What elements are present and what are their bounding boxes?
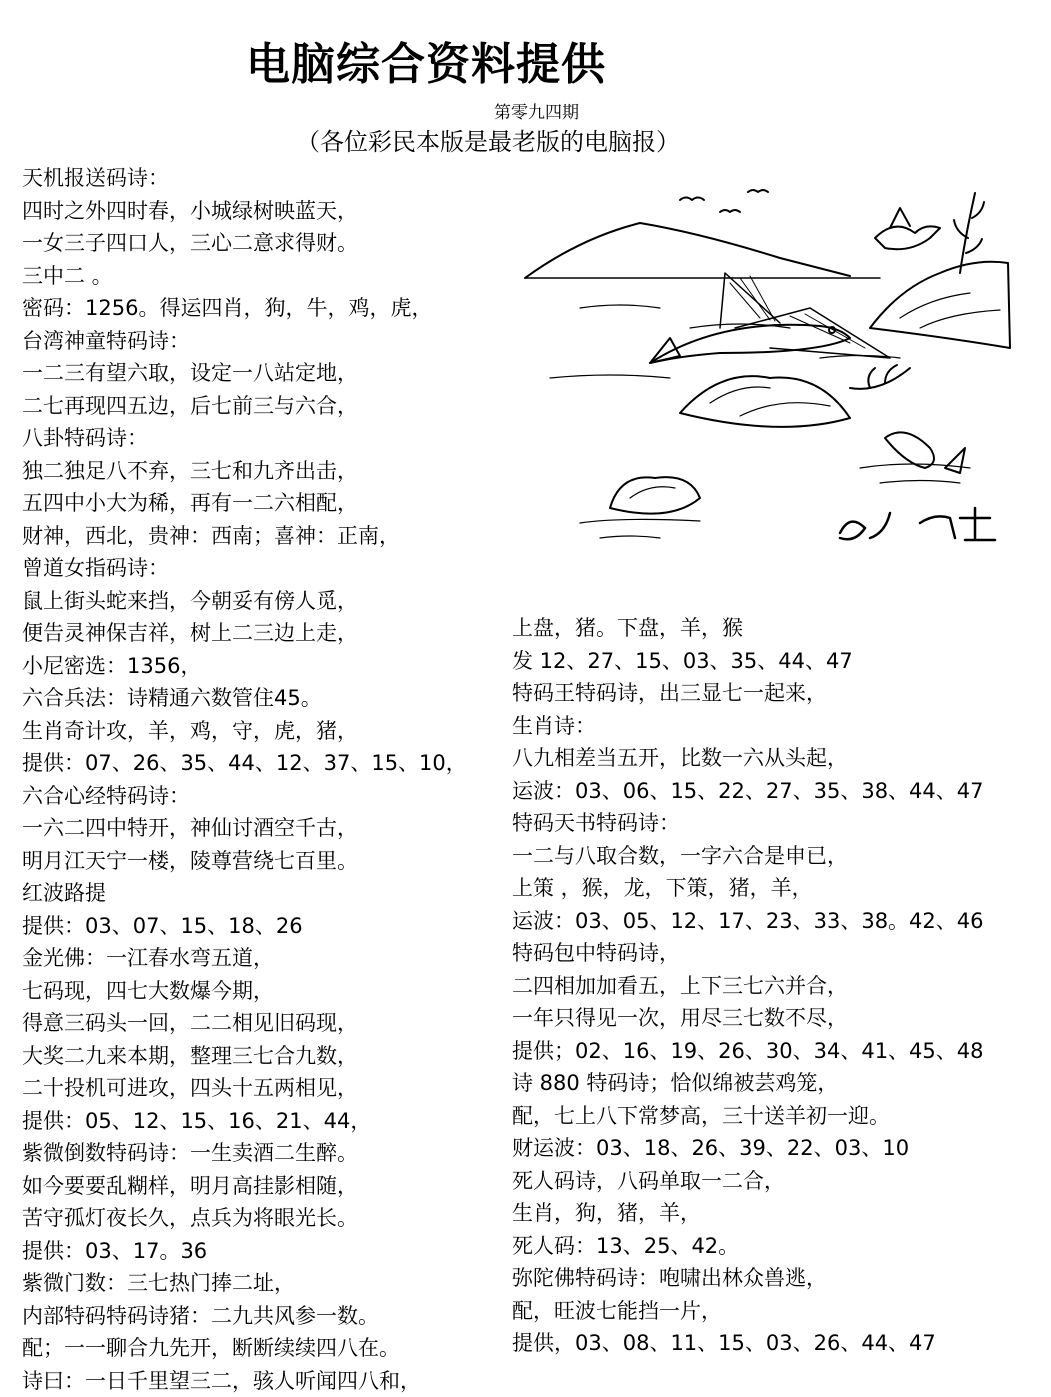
fish-icon: [885, 432, 934, 468]
text-line: 财神，西北，贵神：西南；喜神：正南，: [22, 520, 502, 553]
text-line: 提供：07、26、35、44、12、37、15、10，: [22, 747, 502, 780]
artist-signature: [840, 508, 995, 540]
text-line: 诗 880 特码诗；恰似绵被芸鸡笼，: [512, 1067, 1037, 1100]
text-line: 诗曰：一日千里望三二，骇人听闻四八和，: [22, 1365, 502, 1397]
text-line: 如今要要乱糊样，明月高挂影相随，: [22, 1170, 502, 1203]
flying-fish: [650, 325, 850, 363]
seagull-icon: [748, 190, 768, 192]
text-line: 台湾神童特码诗：: [22, 325, 502, 358]
seagull-icon: [720, 210, 740, 212]
text-line: 三中二 。: [22, 260, 502, 293]
text-line: 死人码诗，八码单取一二合，: [512, 1165, 1037, 1198]
text-line: 红波路提: [22, 877, 502, 910]
issue-number: 第零九四期: [494, 98, 579, 123]
text-line: 密码：1256。得运四肖，狗，牛，鸡，虎，: [22, 292, 502, 325]
text-line: 独二独足八不弃，三七和九齐出击，: [22, 455, 502, 488]
text-line: 一年只得见一次，用尽三七数不尽，: [512, 1002, 1037, 1035]
left-column: [22, 162, 502, 1397]
text-line: 提供：03、17。36: [22, 1235, 502, 1268]
text-line: 便告灵神保吉祥，树上二三边上走，: [22, 617, 502, 650]
bird-icon: [875, 226, 940, 249]
rock-middle: [680, 376, 850, 427]
hill-outline: [525, 223, 850, 278]
text-line: 四时之外四时春，小城绿树映蓝天，: [22, 195, 502, 228]
text-line: 上盘，猪。下盘，羊，猴: [512, 612, 1037, 645]
text-line: 一二三有望六取，设定一八站定地，: [22, 357, 502, 390]
text-line: 大奖二九来本期，整理三七合九数，: [22, 1040, 502, 1073]
text-line: 天机报送码诗：: [22, 162, 502, 195]
plant-icon: [960, 193, 975, 273]
right-column: [512, 612, 1037, 1360]
text-line: 鼠上街头蛇来挡，今朝妥有傍人觅，: [22, 585, 502, 618]
text-line: 配；一一聊合九先开，断断续续四八在。: [22, 1332, 502, 1365]
text-line: 提供；02、16、19、26、30、34、41、45、48: [512, 1035, 1037, 1068]
text-line: 特码包中特码诗，: [512, 937, 1037, 970]
flying-fish-illustration: [520, 178, 1020, 568]
text-line: 特码王特码诗，出三显七一起来，: [512, 677, 1037, 710]
text-line: 二十投机可进攻，四头十五两相见，: [22, 1072, 502, 1105]
text-line: 内部特码特码诗猪：二九共风参一数。: [22, 1300, 502, 1333]
text-line: 七码现，四七大数爆今期，: [22, 975, 502, 1008]
text-line: 曾道女指码诗：: [22, 552, 502, 585]
text-line: 运波：03、05、12、17、23、33、38。42、46: [512, 905, 1037, 938]
text-line: 小尼密选：1356，: [22, 650, 502, 683]
text-line: 配，七上八下常梦高，三十送羊初一迎。: [512, 1100, 1037, 1133]
text-line: 六合兵法：诗精通六数管住45。: [22, 682, 502, 715]
text-line: 生肖奇计攻，羊，鸡，守，虎，猪，: [22, 715, 502, 748]
text-line: 财运波：03、18、26、39、22、03、10: [512, 1132, 1037, 1165]
text-line: 一二与八取合数，一字六合是申已，: [512, 840, 1037, 873]
text-line: 金光佛：一江春水弯五道，: [22, 942, 502, 975]
seagull-icon: [680, 198, 704, 201]
text-line: 配，旺波七能挡一片，: [512, 1295, 1037, 1328]
text-line: 六合心经特码诗：: [22, 780, 502, 813]
text-line: 特码天书特码诗：: [512, 807, 1037, 840]
text-line: 提供，03、08、11、15、03、26、44、47: [512, 1327, 1037, 1360]
text-line: 二四相加加看五，上下三七六并合，: [512, 970, 1037, 1003]
rock-island: [870, 262, 1010, 348]
text-line: 死人码：13、25、42。: [512, 1230, 1037, 1263]
rock-small: [610, 477, 700, 513]
text-line: 八九相差当五开，比数一六从头起，: [512, 742, 1037, 775]
text-line: 提供：05、12、15、16、21、44，: [22, 1105, 502, 1138]
text-line: 苦守孤灯夜长久，点兵为将眼光长。: [22, 1202, 502, 1235]
text-line: 紫微倒数特码诗：一生卖酒二生醉。: [22, 1137, 502, 1170]
twig-icon: [850, 368, 910, 389]
text-line: 五四中小大为稀，再有一二六相配，: [22, 487, 502, 520]
text-line: 运波：03、06、15、22、27、35、38、44、47: [512, 775, 1037, 808]
text-line: 提供：03、07、15、18、26: [22, 910, 502, 943]
text-line: 上策 ，猴，龙，下策，猪，羊，: [512, 872, 1037, 905]
text-line: 明月江天宁一楼，陵尊营绕七百里。: [22, 845, 502, 878]
text-line: 生肖诗：: [512, 710, 1037, 743]
text-line: 二七再现四五边，后七前三与六合，: [22, 390, 502, 423]
text-line: 发 12、27、15、03、35、44、47: [512, 645, 1037, 678]
text-line: 得意三码头一回，二二相见旧码现，: [22, 1007, 502, 1040]
text-line: 生肖，狗，猪，羊，: [512, 1197, 1037, 1230]
subtitle: （各位彩民本版是最老版的电脑报）: [296, 122, 680, 157]
text-line: 紫微门数：三七热门捧二址，: [22, 1267, 502, 1300]
text-line: 弥陀佛特码诗：咆啸出林众兽逃，: [512, 1262, 1037, 1295]
text-line: 一女三子四口人，三心二意求得财。: [22, 227, 502, 260]
text-line: 八卦特码诗：: [22, 422, 502, 455]
text-line: 一六二四中特开，神仙讨酒空千古，: [22, 812, 502, 845]
page-title: 电脑综合资料提供: [246, 28, 606, 92]
